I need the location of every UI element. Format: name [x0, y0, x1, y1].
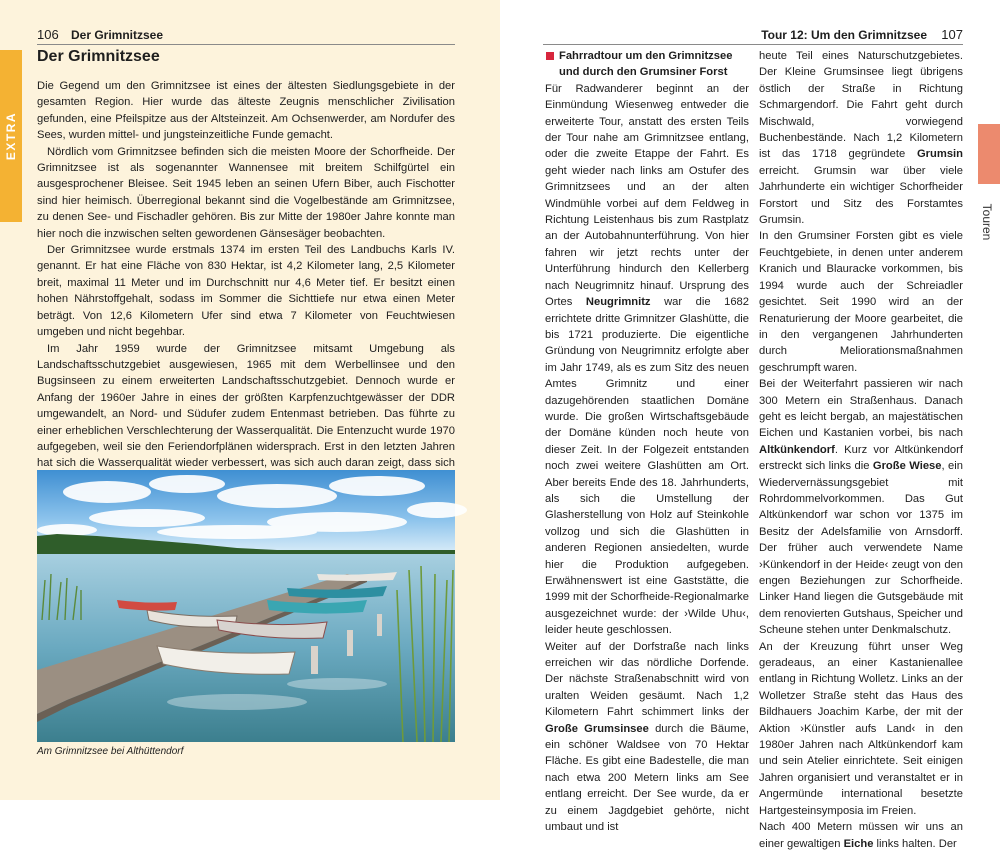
article-paragraph: Der Grimnitzsee wurde erstmals 1374 im ersten Teil des Landbuchs Karls IV. genannt. Er hat eine Fläche von 830 Hektar, ist 4,2 Kilometer lang, 2,5 Kilometer breit, maximal 11 Meter und im Durchschnitt nur 4,6 Meter tief. Er besitzt einen hohen Nährstoffgehalt, sodass im Sommer die Sichttiefe nur etwa einen Meter beträgt. Von 12,6 Kilometern Ufer sind etwa 7 Kilometer von Feuchtwiesen umgeben und nicht begehbar. — [37, 244, 455, 339]
section-heading-text: Fahrradtour um den Grimnitzsee und durch den Grumsiner Forst — [559, 50, 733, 79]
running-head-title-left: Der Grimnitzsee — [71, 28, 164, 42]
page-number-left: 106 — [37, 27, 59, 42]
right-page — [500, 0, 1000, 850]
running-header-right — [543, 27, 963, 45]
article-paragraph: Nördlich vom Grimnitzsee befinden sich die meisten Moore der Schorfheide. Der Grimnitzsee ist als sogenannter Wannensee mit breitem Schilfgürtel ein ausgesprochener Bleisee. Seit 1945 leben an seinen Ufern Biber, auch Fischotter sind hier heimisch. Überregional bekannt sind die Vogelbestände am Grimnitzsee, zu denen See- und Fischadler gehören. Bis zur Mitte der 1980er Jahre konnte man hier noch die inzwischen selten gewordenen Gänsesäger beobachten. — [37, 145, 455, 240]
column-text: heute Teil eines Naturschutzgebietes. Der Kleine Grumsinsee liegt übrigens östlich der Straße in Richtung Schmargendorf. Die Fahrt geht durch Mischwald, vorwiegend Buchenbestände. Nach 1,2 Kilometern ist das 1718 gegründete Grumsin erreicht. Grumsin war über viele Jahrhunderte ein wichtiger Schorfheider Forstort und Sitz des Forstamtes Grumsin. In den Grumsiner Forsten gibt es viele Feuchtgebiete, in denen unter anderem Kranich und Blauracke vorkommen, bis 1994 wurde auch der Schreiadler gesichtet. Seit 1990 wird an der Renaturierung der Moore gearbeitet, die in den vergangenen Jahrhunderten durch Meliorationsmaßnahmen geschrumpft waren. Bei der Weiterfahrt passieren wir nach 300 Metern ein Straßenhaus. Danach geht es leicht bergab, an majestätischen Eichen und Kastanien vorbei, bis nach Altkünkendorf. Kurz vor Altkünkendorf erstreckt sich links die Große Wiese, ein Wiedervernässungsgebiet mit Rohrdommelvorkommen. Das Gut Altkünkendorf war schon vor 1375 im Besitz der Adelsfamilie von Arnsdorff. Der früher auch verwendete Name ›Künkendorf in der Heide‹ zeugt von den engen Beziehungen zur Schorfheide. Linker Hand liegen die Gutsgebäude mit dem renovierten Gutshaus, Speicher und Scheune stehen unter Denkmalschutz. An der Kreuzung führt unser Weg geradeaus, an einer Kastanienallee entlang in Richtung Wolletz. Links an der Wolletzer Straße steht das Haus des Bildhauers Joachim Karbe, der mit der Aktion ›Künstler aufs Land‹ in den 1980er Jahren nach Altkünkendorf kam und sein Atelier einrichtete. Seit einigen Jahren organisiert und veranstaltet er in Angermünde international besetzte Hartgesteinsymposia im Freien. Nach 400 Metern müssen wir uns an einer gewaltigen Eiche links halten. Der — [759, 50, 963, 850]
section-heading — [545, 48, 749, 81]
column-text: Für Radwanderer beginnt an der Einmündung Wiesenweg entweder die erweiterte Tour, anstatt des ersten Teils der Tour nahe am Grimnitzsee entlang, oder die zweite Etappe der Fahrt. Es geht wieder nach links am Ostufer des Grimnitzsees und an der alten Windmühle vorbei auf dem Feldweg in Richtung Leistenhaus bis zum Rastplatz an der Autobahnunterführung. Von hier fahren wir jetzt rechts unter der Unterführung hindurch den Kellerberg nach Neugrimnitz hinauf. Ursprung des Ortes Neugrimnitz war die 1682 errichtete dritte Grimnitzer Glashütte, die bis 1721 produzierte. Die eigentliche Gründung von Neugrimnitz erfolgte aber im Jahr 1749, als es zum Sitz des neuen Amtes Grimnitz und einer dazugehörenden staatlichen Domäne wurde. Die großen Wirtschaftsgebäude der Domäne künden noch heute von dieser Zeit. In der Folgezeit entstanden noch zwei weitere Glashütten am Ort. Aber bereits Ende des 18. Jahrhunderts, als sich die Umstellung der Glasherstellung von Holz auf Steinkohle vollzog und sich die Glashütten in anderen Regionen ansiedelten, wurde hier die Produktion aufgegeben. Erwähnenswert ist eine Gaststätte, die 1999 mit der Schorfheide-Regionalmarke ausgezeichnet wurde: der ›Wilde Uhu‹, leider heute geschlossen. Weiter auf der Dorfstraße nach links erreichen wir das nördliche Dorfende. Der nächste Straßenabschnitt wird von uralten Weiden gesäumt. Nach 1,2 Kilometern Fahrt schimmert links der Große Grumsinsee durch die Bäume, ein schöner Waldsee von 70 Hektar Fläche. Es gibt eine Badestelle, die man nach etwa 200 Metern links am See entlang erreicht. Der See wurde, da er zu einem Jagdgebiet gehörte, nicht umbaut und ist — [545, 82, 749, 834]
text-column-1 — [545, 48, 749, 834]
touren-side-label — [980, 192, 994, 252]
running-header-left — [37, 27, 455, 45]
running-head-title-right: Tour 12: Um den Grimnitzsee — [761, 28, 927, 42]
touren-tab — [978, 124, 1000, 184]
lake-photo — [37, 470, 455, 742]
article-paragraph: Im Jahr 1959 wurde der Grimnitzsee mitsamt Umgebung als Landschaftsschutzgebiet ausgewiesen, 1965 mit dem Werbellinsee und den Bugsinseen zu einem erweiterten Landschaftsschutzgebiet. Dennoch wurde er Anfang der 1960er Jahre in eines der größten Karpfenzuchtgewässer der DDR umgewandelt, an Nord- und Südufer zudem Entenmast betrieben. Das führte zu einer erheblichen Verschlechterung der Wasserqualität. Die Entenzucht wurde 1970 aufgegeben, weil sie den Feriendorfplänen widersprach. Erst in den letzten Jahren hat sich die Wasserqualität wieder verbessert, was sich auch daran zeigt, dass sich — [37, 342, 455, 470]
page-heading: Der Grimnitzsee — [37, 48, 160, 65]
section-marker-icon — [546, 52, 554, 60]
page-number-right: 107 — [941, 27, 963, 42]
article-paragraph: Die Gegend um den Grimnitzsee ist eines der ältesten Siedlungsgebiete in der gesamten Region. Hier wurde das älteste Zeugnis menschlicher Zivilisation gefunden, eine Pfeilspitze aus der Altsteinzeit. Am Ochsenwerder, am Nordufer des Sees, wurden mittel- und jungsteinzeitliche Funde gemacht. — [37, 80, 455, 142]
text-column-2 — [759, 48, 963, 850]
photo-caption: Am Grimnitzsee bei Althüttendorf — [37, 746, 184, 757]
extra-tab-label: EXTRA — [4, 111, 18, 161]
extra-tab — [0, 50, 22, 222]
touren-label-text: Touren — [980, 203, 994, 241]
article-body — [37, 78, 455, 488]
left-page — [0, 0, 500, 800]
